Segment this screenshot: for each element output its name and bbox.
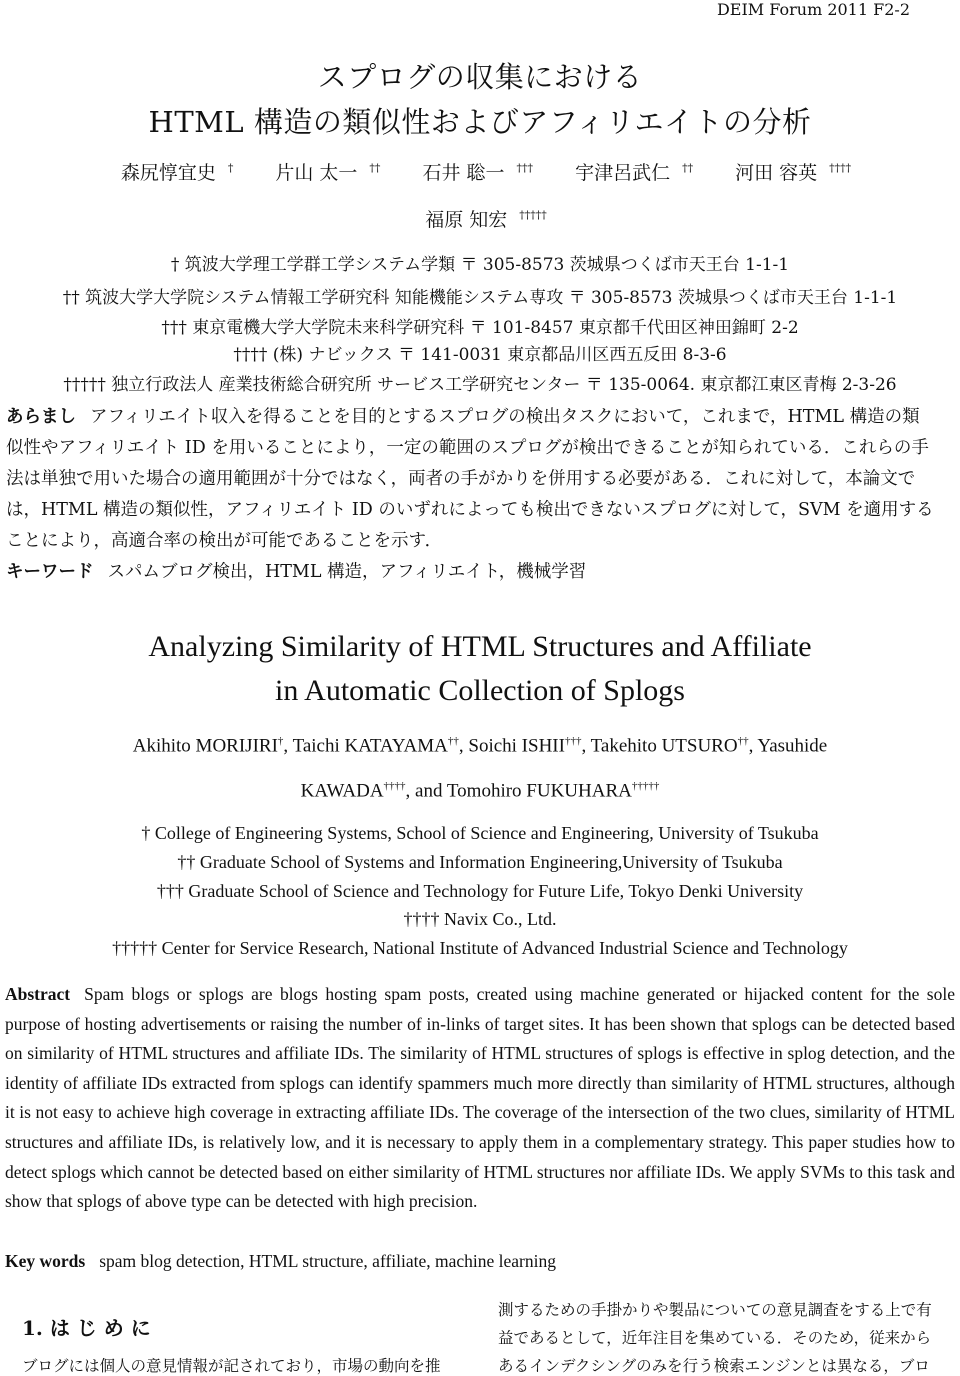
jp-abstract-label: あらまし bbox=[6, 407, 76, 427]
jp-title-line1: スプログの収集における bbox=[317, 60, 643, 94]
en-affiliation: † College of Engineering Systems, School of Science and Engineering, University of Tsukuba bbox=[141, 823, 819, 843]
jp-authors-row1 bbox=[0, 158, 960, 185]
jp-author: 河田 容英 †††† bbox=[735, 161, 852, 184]
section-title: 1. は じ め に bbox=[22, 1316, 151, 1340]
body-right-line: あるインデクシングのみを行う検索エンジンとは異なる，ブロ bbox=[498, 1357, 930, 1375]
body-right-line: 益であるとして，近年注目を集めている．そのため，従来から bbox=[498, 1329, 932, 1347]
jp-title-line2: HTML 構造の類似性およびアフィリエイトの分析 bbox=[148, 105, 812, 139]
en-affiliation: †††† Navix Co., Ltd. bbox=[403, 909, 557, 929]
jp-affiliation: † 筑波大学理工学群工学システム学類 〒 305-8573 茨城県つくば市天王台 1-1-1 bbox=[170, 255, 790, 275]
jp-keywords-label: キーワード bbox=[6, 562, 94, 582]
jp-keywords: スパムブログ検出，HTML 構造，アフィリエイト，機械学習 bbox=[107, 562, 587, 582]
en-affiliation: ††††† Center for Service Research, National Institute of Advanced Industrial Science and Technology bbox=[112, 938, 848, 958]
en-affiliation: ††† Graduate School of Science and Technology for Future Life, Tokyo Denki University bbox=[156, 881, 804, 901]
jp-author: 片山 太一 †† bbox=[275, 161, 381, 184]
en-keywords: spam blog detection, HTML structure, affiliate, machine learning bbox=[99, 1251, 556, 1271]
jp-affiliation: ††† 東京電機大学大学院未来科学研究科 〒 101-8457 東京都千代田区神田錦町 2-2 bbox=[161, 318, 799, 338]
en-keywords-row bbox=[5, 1247, 955, 1277]
jp-author: 宇津呂武仁 †† bbox=[575, 161, 694, 184]
en-abstract-label: Abstract bbox=[5, 984, 71, 1004]
jp-affiliation: ††††† 独立行政法人 産業技術総合研究所 サービス工学研究センター 〒 135-0064. 東京都江東区青梅 2-3-26 bbox=[63, 375, 897, 395]
en-keywords-label: Key words bbox=[5, 1251, 86, 1271]
jp-abstract: あらまし アフィリエイト収入を得ることを目的とするスプログの検出タスクにおいて，これまで，HTML 構造の類 似性やアフィリエイト ID を用いることにより，一定の範囲のスプログが検出できることが知られている．これらの手 法は単独で用いた場合の適用範囲が十分ではなく，両者の手がかりを併用する必要がある．これに対して，本論文で は，HTML 構造の類似性，アフィリエイト ID のいずれによっても検出できないスプログに対して，SVM を適用する ことにより，高適合率の検出が可能であることを示す． キーワード スパムブログ検出，HTML 構造，アフィリエイト，機械学習 bbox=[6, 407, 934, 582]
forum-header: DEIM Forum 2011 F2-2 bbox=[716, 0, 910, 19]
jp-author: 森尻惇宜史 † bbox=[120, 161, 234, 184]
en-title-line2: in Automatic Collection of Splogs bbox=[275, 674, 685, 707]
body-right-line: 測するための手掛かりや製品についての意見調査をする上で有 bbox=[498, 1301, 932, 1319]
jp-affiliation: †† 筑波大学大学院システム情報工学研究科 知能機能システム専攻 〒 305-8573 茨城県つくば市天王台 1-1-1 bbox=[62, 288, 898, 308]
en-authors-line1: Akihito MORIJIRI†, Taichi KATAYAMA††, Soichi ISHII†††, Takehito UTSURO††, Yasuhide bbox=[132, 735, 828, 757]
en-abstract bbox=[5, 980, 955, 1217]
jp-affiliation: †††† (株) ナビックス 〒 141-0031 東京都品川区西五反田 8-3-6 bbox=[233, 345, 727, 365]
en-title-line1: Analyzing Similarity of HTML Structures and Affiliate bbox=[148, 630, 812, 663]
jp-author: 石井 聡一 ††† bbox=[422, 161, 534, 184]
en-abstract-text: Spam blogs or splogs are blogs hosting spam posts, created using machine generated or hijacked content for the sole purpose of hosting advertisements or raising the number of in-links of target sites. It has been shown that splogs can be detected based on similarity of HTML structures and affiliate IDs. The similarity of HTML structures of splogs is effective in splog detection, and the identity of affiliate IDs extracted from splogs can identify spammers much more directly than similarity of HTML structures, although it is not easy to achieve high coverage in extracting affiliate IDs. The coverage of the intersection of the two clues, similarity of HTML structures and affiliate IDs, is relatively low, and it is necessary to apply them in a complementary strategy. This paper studies how to detect splogs which cannot be detected based on either similarity of HTML structures nor affiliate IDs. We apply SVMs to this task and show that splogs of above type can be detected with high precision. bbox=[5, 984, 955, 1212]
jp-authors-row2: 福原 知宏 ††††† bbox=[425, 208, 547, 231]
en-authors-line2: KAWADA††††, and Tomohiro FUKUHARA††††† bbox=[300, 780, 660, 802]
en-affiliation: †† Graduate School of Systems and Information Engineering,University of Tsukuba bbox=[177, 852, 783, 872]
body-left-line: ブログには個人の意見情報が記されており，市場の動向を推 bbox=[22, 1357, 441, 1375]
